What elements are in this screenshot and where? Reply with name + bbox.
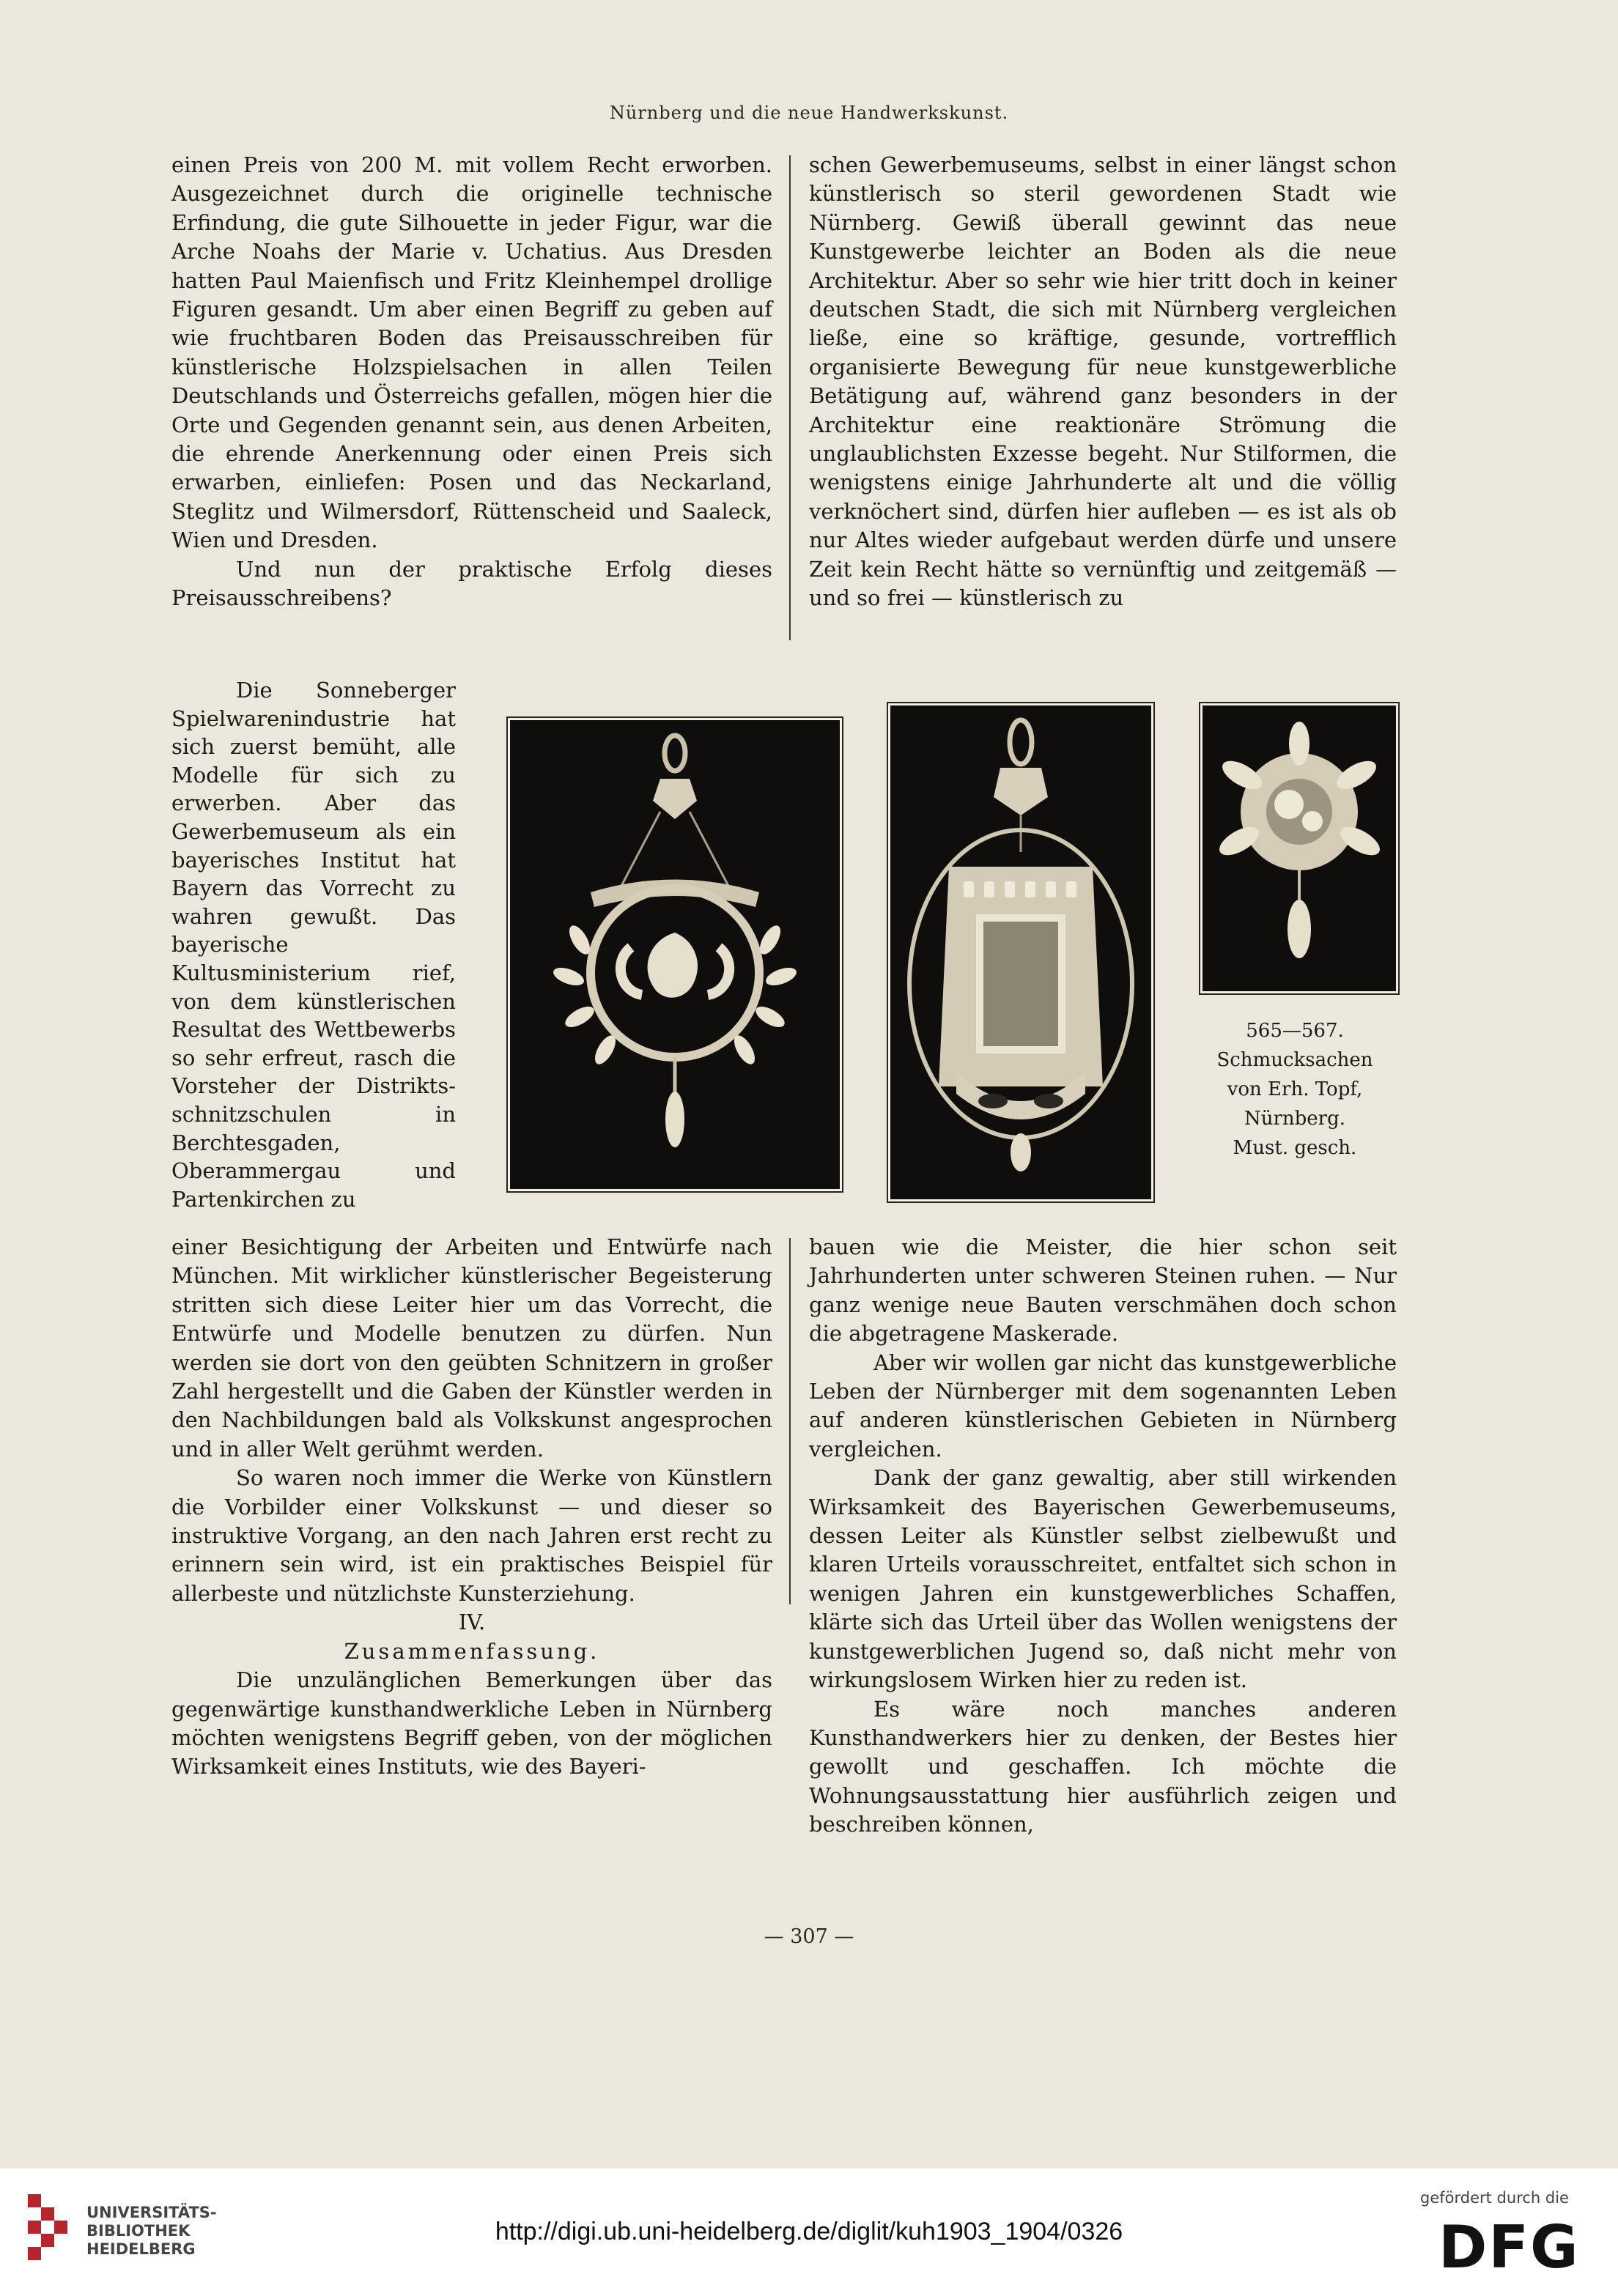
photo-pendant-frame — [888, 703, 1153, 1201]
source-url-link[interactable]: http://digi.ub.uni-heidelberg.de/diglit/kuh1903_1904/0326 — [495, 2218, 1123, 2245]
right-column-top — [809, 151, 1397, 613]
brooch-round-image — [1203, 706, 1396, 991]
pendant-mistletoe-image — [510, 720, 840, 1189]
paragraph: Aber wir wollen gar nicht das kunstgewerbliche Leben der Nürnberger mit dem sogenannten Leben auf anderen künstlerischen Gebieten in Nürnberg vergleichen. — [809, 1349, 1397, 1462]
caption-line-3: Nürnberg. — [1244, 1108, 1346, 1130]
paragraph: Zusammenfassung. — [344, 1638, 600, 1664]
photo-brooch-round — [1200, 703, 1398, 993]
paragraph: Es wäre noch manches anderen Kunsthandwerkers hier zu denken, der Bestes hier gewollt und geschaffen. Ich möchte die Wohnungsausstattung hier ausführlich zeigen und beschreiben können, — [809, 1696, 1397, 1837]
left-column-bottom — [171, 1233, 772, 1782]
page-number: — 307 — — [764, 1925, 854, 1948]
library-line-2: BIBLIOTHEK — [86, 2222, 191, 2240]
library-line-3: HEIDELBERG — [86, 2240, 196, 2258]
left-column-top — [171, 151, 772, 613]
paragraph: Die unzulänglichen Bemerkungen über das gegenwärtige kunsthandwerkliche Leben in Nürnberg möchten wenigstens Begriff geben, von der möglichen Wirksamkeit eines Instituts, wie des Bayeri- — [171, 1667, 772, 1780]
right-column-bottom — [809, 1233, 1397, 1840]
paragraph: schen Gewerbemuseums, selbst in einer längst schon künstlerisch so steril gewordenen Stadt wie Nürnberg. Gewiß überall gewinnt das neue Kunstgewerbe leichter an Boden als die neue Architektur. Aber so sehr wie hier tritt doch in keiner deutschen Stadt, die sich mit Nürnberg vergleichen ließe, eine so kräftige, gesunde, vortrefflich organisierte Bewegung für neue kunstgewerbliche Betätigung auf, während ganz besonders in der Architektur eine reaktionäre Strömung die unglaublichsten Exzesse begeht. Nur Stilformen, die wenigstens einige Jahrhunderte alt und die völlig verknöchert sind, dürfen hier aufleben — es ist als ob nur Altes wieder aufgebaut werden dürfe und unsere Zeit kein Recht hätte so vernünftig und zeitgemäß — und so frei — künstlerisch zu — [809, 152, 1397, 611]
photo-pendant-mistletoe — [508, 718, 842, 1191]
paragraph: Und nun der praktische Erfolg dieses Preisausschreibens? — [171, 556, 772, 611]
caption-numbers: 565—567. — [1246, 1020, 1344, 1042]
running-title: Nürnberg und die neue Handwerkskunst. — [609, 103, 1009, 123]
paragraph: IV. — [458, 1610, 486, 1635]
dfg-logo[interactable]: DFG — [1438, 2213, 1580, 2281]
paragraph: bauen wie die Meister, die hier schon seit Jahrhunderten unter schweren Steinen ruhen. — Nur ganz wenige neue Bauten verschmähen doch schon die abgetragene Maskerade. — [809, 1234, 1397, 1347]
paragraph: So waren noch immer die Werke von Künstlern die Vorbilder einer Volkskunst — und dieser so instruktive Vorgang, an den nach Jahren erst recht zu erinnern sein wird, ist ein praktisches Beispiel für allerbeste und nützlichste Kunsterziehung. — [171, 1465, 772, 1606]
caption-line-1: Schmucksachen — [1216, 1049, 1373, 1071]
library-line-1: UNIVERSITÄTS- — [86, 2204, 217, 2221]
column-rule-bottom — [789, 1238, 791, 1604]
funded-by-label: gefördert durch die — [1420, 2189, 1569, 2207]
column-rule-top — [789, 155, 791, 640]
paragraph: Dank der ganz gewaltig, aber still wirkenden Wirksamkeit des Bayerischen Gewerbemuseums, dessen Leiter als Künstler selbst zielbewußt und klaren Urteils vorausschreitet, entfaltet sich schon in wenigen Jahren ein kunstgewerbliches Schaffen, klärte sich das Urteil über das Wollen wenigstens der kunstgewerblichen Jugend so, daß nicht mehr von wirkungslosem Wirken hier zu reden ist. — [809, 1465, 1397, 1693]
caption-line-2: von Erh. Topf, — [1227, 1078, 1363, 1100]
paragraph: Die Sonneberger Spielwarenindustrie hat sich zuerst bemüht, alle Modelle für sich zu erwerben. Aber das Gewerbemuseum als ein bayerisches Institut hat Bayern das Vorrecht zu wahren gewußt. Das bayerische Kultusministerium rief, von dem künstlerischen Resultat des Wettbewerbs so sehr erfreut, rasch die Vorsteher der Distrikts-schnitzschulen in Berchtesgaden, Oberammergau und Partenkirchen zu — [171, 678, 456, 1212]
paragraph: einen Preis von 200 M. mit vollem Recht erworben. Ausgezeichnet durch die originelle technische Erfindung, die gute Silhouette in jeder Figur, war die Arche Noahs der Marie v. Uchatius. Aus Dresden hatten Paul Maienfisch und Fritz Kleinhempel drollige Figuren gesandt. Um aber einen Begriff zu geben auf wie fruchtbaren Boden das Preisausschreiben für künstlerische Holzspielsachen in allen Teilen Deutschlands und Österreichs gefallen, mögen hier die Orte und Gegenden genannt sein, aus denen Arbeiten, die ehrende Anerkennung oder einen Preis sich erwarben, einliefen: Posen und das Neckarland, Steglitz und Wilmersdorf, Rüttenscheid und Saaleck, Wien und Dresden. — [171, 152, 772, 553]
paragraph: einer Besichtigung der Arbeiten und Entwürfe nach München. Mit wirklicher künstlerischer Begeisterung stritten sich diese Leiter hier um das Vorrecht, die Entwürfe und Modelle benutzen zu dürfen. Nun werden sie dort von den geübten Schnitzern in großer Zahl hergestellt und die Gaben der Künstler werden in den Nachbildungen bald als Volkskunst angesprochen und in aller Welt gerühmt werden. — [171, 1234, 772, 1462]
left-column-narrow — [171, 676, 456, 1213]
figure-caption — [1196, 1016, 1394, 1163]
caption-line-4: Must. gesch. — [1233, 1137, 1357, 1159]
pendant-frame-image — [890, 706, 1151, 1199]
